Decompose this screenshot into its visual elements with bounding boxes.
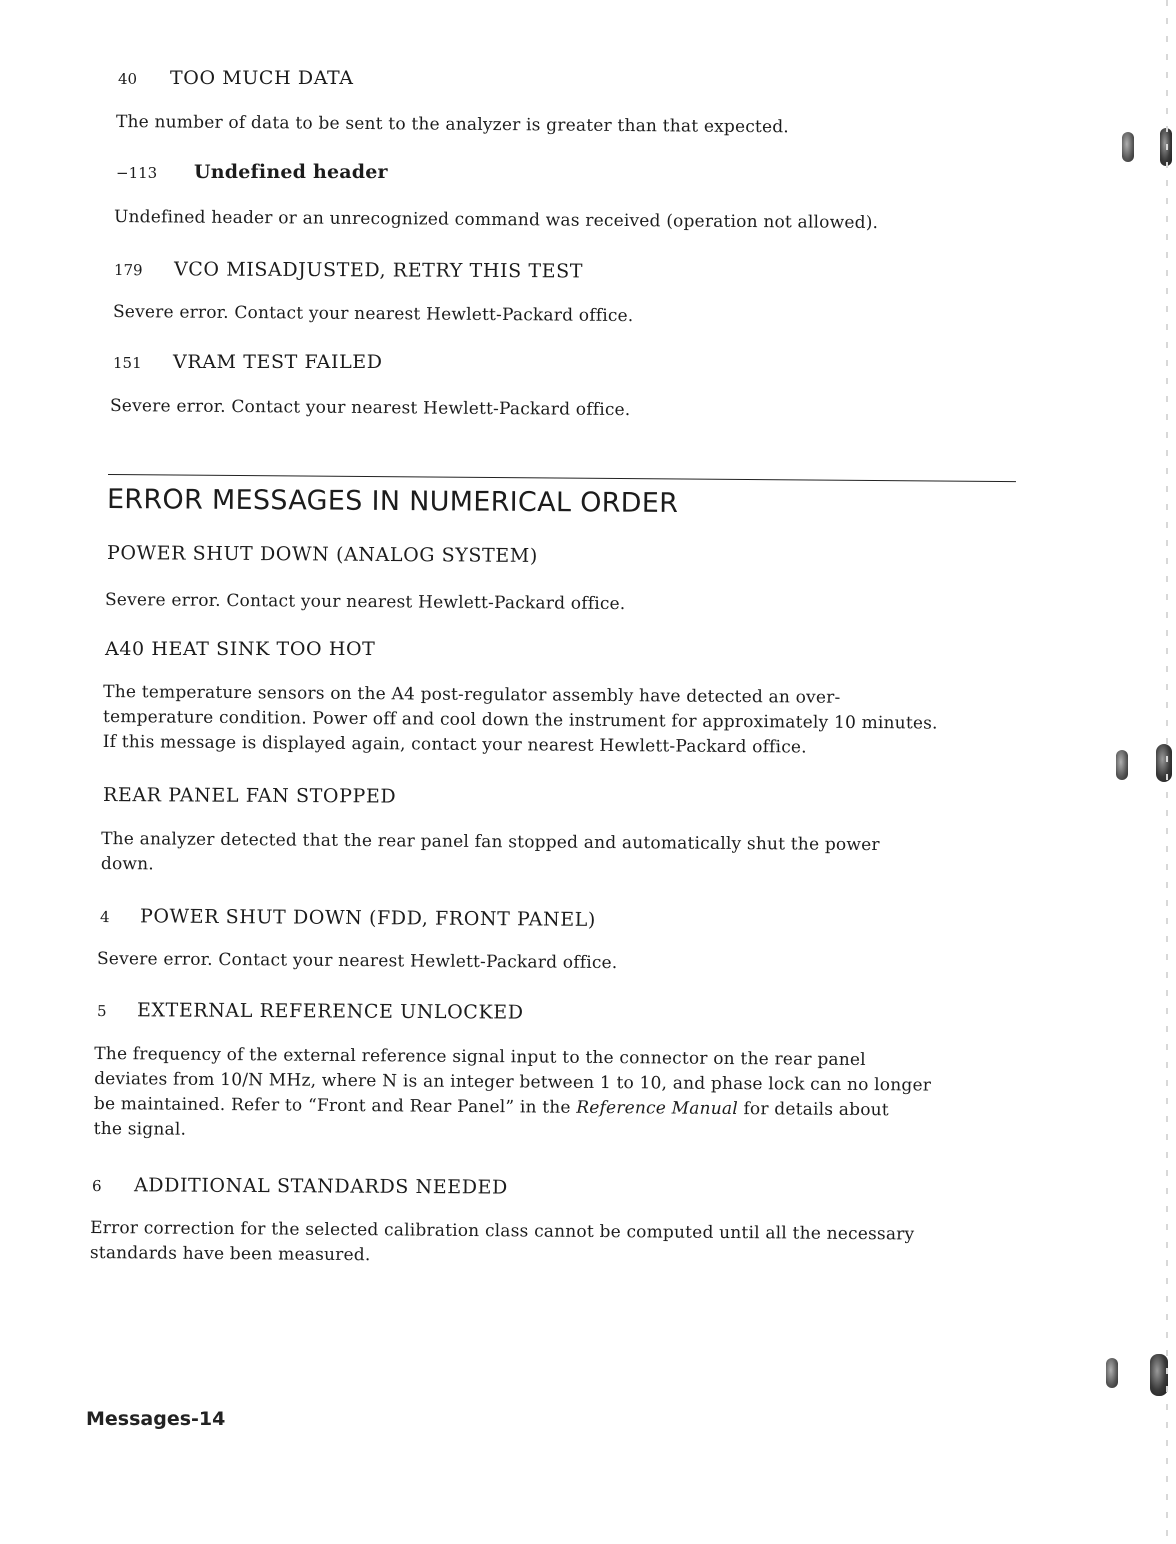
error-title: ADDITIONAL STANDARDS NEEDED bbox=[133, 1174, 508, 1199]
section-title: ERROR MESSAGES IN NUMERICAL ORDER bbox=[106, 484, 679, 519]
error-number: 5 bbox=[96, 1002, 107, 1021]
description-line: deviates from 10/N MHz, where N is an integer between 1 to 10, and phase lock can no longer bbox=[94, 1069, 932, 1096]
description-line: The analyzer detected that the rear panel fan stopped and automatically shut the power bbox=[101, 829, 880, 856]
error-description bbox=[101, 827, 880, 883]
error-number: 179 bbox=[113, 261, 143, 280]
page-edge bbox=[1166, 0, 1168, 1544]
binder-hole-icon bbox=[1122, 132, 1134, 162]
entry-heading bbox=[107, 542, 538, 567]
reference-manual-title: Reference Manual bbox=[576, 1097, 738, 1120]
text-segment: be maintained. Refer to “Front and Rear Panel” in the bbox=[93, 1093, 571, 1118]
error-description: Severe error. Contact your nearest Hewlett-Packard office. bbox=[104, 590, 626, 615]
description-line: temperature condition. Power off and cool down the instrument for approximately 10 minutes. bbox=[102, 707, 938, 734]
error-description: Undefined header or an unrecognized command was received (operation not allowed). bbox=[113, 207, 879, 234]
entry-heading bbox=[113, 351, 383, 373]
error-title: TOO MUCH DATA bbox=[170, 67, 354, 89]
error-title: VCO MISADJUSTED, RETRY THIS TEST bbox=[173, 258, 584, 283]
error-description: Severe error. Contact your nearest Hewlett-Packard office. bbox=[112, 302, 634, 327]
entry-heading bbox=[103, 784, 396, 808]
error-description bbox=[90, 1216, 915, 1272]
error-description bbox=[103, 680, 938, 762]
error-title: VRAM TEST FAILED bbox=[173, 351, 383, 373]
description-line: standards have been measured. bbox=[89, 1242, 371, 1266]
error-description: The number of data to be sent to the analyzer is greater than that expected. bbox=[115, 112, 790, 138]
entry-heading bbox=[116, 161, 388, 183]
description-line: The temperature sensors on the A4 post-regulator assembly have detected an over- bbox=[103, 682, 841, 708]
error-description: Severe error. Contact your nearest Hewlett-Packard office. bbox=[109, 396, 631, 421]
page-footer: Messages-14 bbox=[86, 1408, 226, 1430]
description-line: The frequency of the external reference signal input to the connector on the rear panel bbox=[94, 1044, 866, 1071]
error-title: EXTERNAL REFERENCE UNLOCKED bbox=[136, 999, 524, 1024]
text-segment: for details about bbox=[743, 1099, 889, 1121]
entry-heading bbox=[97, 999, 524, 1024]
error-title: Undefined header bbox=[194, 161, 388, 183]
error-description bbox=[94, 1042, 932, 1149]
binder-hole-icon bbox=[1106, 1358, 1118, 1388]
error-title: A40 HEAT SINK TOO HOT bbox=[105, 638, 376, 660]
error-title: REAR PANEL FAN STOPPED bbox=[102, 784, 397, 808]
error-number: 4 bbox=[99, 908, 110, 927]
error-number: 6 bbox=[91, 1177, 102, 1196]
entry-heading bbox=[100, 905, 596, 931]
error-description: Severe error. Contact your nearest Hewlett-Packard office. bbox=[96, 949, 618, 974]
entry-heading bbox=[114, 258, 583, 282]
entry-heading bbox=[92, 1174, 508, 1199]
description-line: Error correction for the selected calibration class cannot be computed until all the necessary bbox=[90, 1218, 915, 1245]
error-number: 151 bbox=[113, 354, 142, 372]
error-title: POWER SHUT DOWN (FDD, FRONT PANEL) bbox=[139, 905, 597, 931]
binder-hole-icon bbox=[1116, 750, 1128, 780]
entry-heading bbox=[118, 67, 354, 89]
error-title: POWER SHUT DOWN (ANALOG SYSTEM) bbox=[106, 542, 538, 568]
section-divider bbox=[108, 474, 1016, 482]
entry-heading bbox=[105, 638, 375, 660]
description-line: the signal. bbox=[93, 1118, 187, 1140]
description-line: down. bbox=[100, 853, 155, 875]
error-number: 40 bbox=[118, 70, 138, 88]
error-number: −113 bbox=[116, 164, 158, 182]
binder-hole-icon bbox=[1156, 744, 1172, 782]
description-line: If this message is displayed again, contact your nearest Hewlett-Packard office. bbox=[102, 731, 807, 758]
